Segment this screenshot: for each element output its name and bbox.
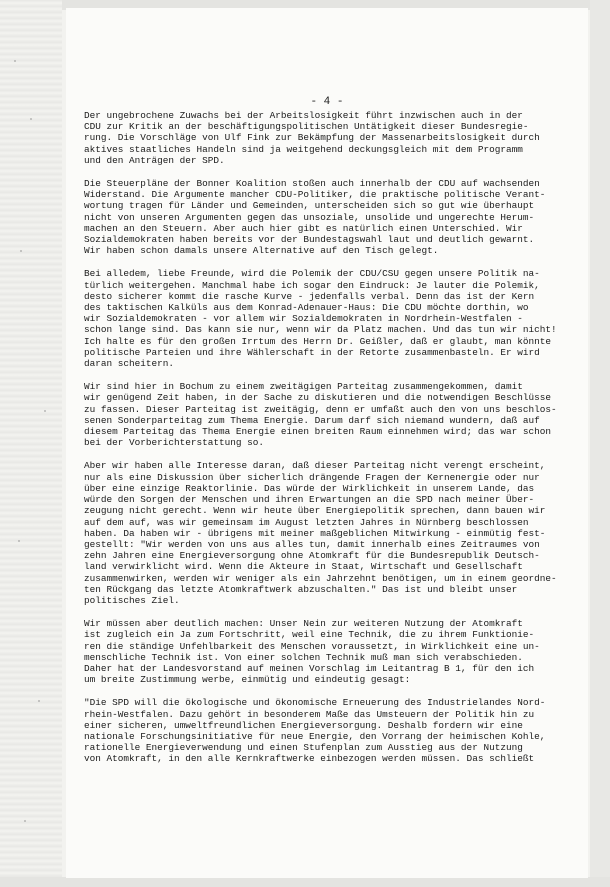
text-line: Bei alledem, liebe Freunde, wird die Polemik der CDU/CSU gegen unsere Politik na-	[84, 268, 540, 280]
text-line: Wir sind hier in Bochum zu einem zweitägigen Parteitag zusammengekommen, damit	[84, 381, 523, 393]
scan-border-left	[0, 0, 62, 887]
text-line: Ich halte es für den großen Irrtum des Herrn Dr. Geißler, daß er glaubt, man könnte	[84, 335, 551, 347]
text-line: land verwirklicht wird. Wenn die Akteure in Staat, Wirtschaft und Gesellschaft	[84, 561, 523, 573]
paragraph	[84, 618, 584, 685]
text-line: gestellt: "Wir werden von uns aus alles tun, damit innerhalb eines Zeitraumes von	[84, 538, 540, 550]
text-line: rhein-Westfalen. Dazu gehört in besonderem Maße das Umsteuern der Politik hin zu	[84, 708, 535, 720]
text-line: Die Steuerpläne der Bonner Koalition stoßen auch innerhalb der CDU auf wachsenden	[84, 178, 540, 190]
text-line: wir Sozialdemokraten - vor allem wir Sozialdemokraten in Nordrhein-Westfalen -	[84, 313, 523, 325]
scan-speck	[38, 700, 40, 702]
scan-speck	[30, 118, 32, 120]
text-line: einer sicheren, umweltfreundlichen Energieversorgung. Deshalb fordern wir eine	[84, 719, 523, 731]
text-line: Der ungebrochene Zuwachs bei der Arbeitslosigkeit führt inzwischen auch in der	[84, 110, 523, 121]
text-line: auf dem auf, was wir gemeinsam im August letzten Jahres in Nürnberg beschlossen	[84, 516, 529, 528]
text-line: Aber wir haben alle Interesse daran, daß dieser Parteitag nicht verengt erscheint,	[84, 460, 546, 472]
text-line: zu fassen. Dieser Parteitag ist zweitägig, denn er umfaßt auch den von uns beschlos-	[84, 403, 557, 415]
text-line: zusammenwirken, werden wir weniger als ein Jahrzehnt benötigen, um in einem geordne-	[84, 572, 557, 584]
text-line: türlich weitergehen. Manchmal habe ich sogar den Eindruck: Je lauter die Polemik,	[84, 279, 540, 291]
text-line: Sozialdemokraten haben bereits vor der Bundestagswahl laut und deutlich gewarnt.	[84, 234, 535, 246]
text-line: daran scheitern.	[84, 358, 175, 370]
text-line: von Atomkraft, in den alle Kernkraftwerke einbezogen werden müssen. Das schließt	[84, 753, 535, 765]
text-line: Widerstand. Die Argumente mancher CDU-Politiker, die praktische politische Verant-	[84, 189, 546, 201]
text-line: ist zugleich ein Ja zum Fortschritt, weil eine Technik, die zu ihrem Funktionie-	[84, 629, 535, 641]
text-line: zeugung nicht gerecht. Wenn wir heute über Energiepolitik sprechen, dann bauen wir	[84, 505, 546, 517]
text-line: Wir müssen aber deutlich machen: Unser Nein zur weiteren Nutzung der Atomkraft	[84, 618, 523, 630]
text-line: desto sicherer kommt die rasche Kurve - jedenfalls verbal. Denn das ist der Kern	[84, 290, 535, 302]
text-line: würde den Sorgen der Menschen und ihren Erwartungen an die SPD nach meiner Über-	[84, 494, 535, 506]
text-line: zehn Jahren eine Energieversorgung ohne Atomkraft für die Bundesrepublik Deutsch-	[84, 550, 540, 562]
paragraph	[84, 110, 584, 166]
paragraph	[84, 381, 584, 448]
text-line: Daher hat der Landesvorstand auf meinen Vorschlag im Leitantrag B 1, für den ich	[84, 662, 535, 674]
text-line: wortung tragen für Länder und Gemeinden, unterscheiden sich so gut wie überhaupt	[84, 200, 535, 212]
text-line: rung. Die Vorschläge von Ulf Fink zur Bekämpfung der Massenarbeitslosigkeit durch	[84, 132, 540, 144]
paragraph	[84, 268, 584, 369]
text-line: Wir haben schon damals unsere Alternative auf den Tisch gelegt.	[84, 245, 439, 257]
text-line: ren die ständige Unfehlbarkeit des Menschen voraussetzt, in Wirklichkeit eine un-	[84, 640, 540, 652]
text-line: um breite Zustimmung werbe, einmütig und eindeutig gesagt:	[84, 674, 411, 686]
scan-border-right	[590, 0, 610, 887]
scan-speck	[18, 540, 20, 542]
document-body	[84, 110, 584, 777]
text-line: CDU zur Kritik an der beschäftigungspolitischen Untätigkeit dieser Bundesregie-	[84, 121, 529, 133]
paragraph	[84, 178, 584, 256]
text-line: über eine einzige Reaktorlinie. Das würde der Wirklichkeit in unserem Lande, das	[84, 482, 535, 494]
text-line: nationale Forschungsinitiative für neue Energie, den Vorrang der heimischen Kohle,	[84, 730, 546, 742]
text-line: des taktischen Kalküls aus dem Konrad-Adenauer-Haus: Die CDU möchte dorthin, wo	[84, 302, 529, 314]
text-line: rationelle Energieverwendung und einen Stufenplan zum Ausstieg aus der Nutzung	[84, 742, 523, 754]
text-line: politische Parteien und ihre Wählerschaft in der Retorte zusammenbasteln. Er wird	[84, 346, 540, 358]
page-number: - 4 -	[310, 96, 344, 108]
text-line: bei der Vorberichterstattung so.	[84, 437, 265, 449]
text-line: nicht von unseren Argumenten gegen das unsoziale, unsolide und ungerechte Herum-	[84, 211, 535, 223]
text-line: machen an den Steuern. Aber auch hier gibt es natürlich einen Unterschied. Wir	[84, 222, 523, 234]
scan-speck	[44, 410, 46, 412]
text-line: aktives staatliches Handeln sind ja weitgehend deckungsgleich mit dem Programm	[84, 143, 523, 155]
text-line: wir genügend Zeit haben, in der Sache zu diskutieren und die notwendigen Beschlüsse	[84, 392, 551, 404]
scan-speck	[14, 60, 16, 62]
text-line: und den Anträgen der SPD.	[84, 154, 225, 166]
text-line: nur als eine Diskussion über sicherlich drängende Fragen der Kernenergie oder nur	[84, 471, 540, 483]
text-line: haben. Da haben wir - übrigens mit meiner maßgeblichen Mitwirkung - einmütig fest-	[84, 527, 546, 539]
text-line: "Die SPD will die ökologische und ökonomische Erneuerung des Industrielandes Nord-	[84, 697, 546, 709]
text-line: politisches Ziel.	[84, 594, 180, 606]
text-line: senen Sonderparteitag zum Thema Energie. Darum darf sich niemand wundern, daß auf	[84, 414, 540, 426]
text-line: diesem Parteitag das Thema Energie einen breiten Raum einnehmen wird; das war schon	[84, 426, 551, 438]
text-line: schon lange sind. Das kann sie nur, wenn wir da Platz machen. Und das tun wir nicht!	[84, 324, 557, 336]
text-line: ten Rückgang das letzte Atomkraftwerk abzuschalten." Das ist und bleibt unser	[84, 583, 518, 595]
paragraph	[84, 460, 584, 606]
text-line: menschliche Technik ist. Von einer solchen Technik muß man sich verabschieden.	[84, 651, 523, 663]
paragraph	[84, 697, 584, 764]
scan-border-bottom	[0, 877, 610, 887]
scan-speck	[20, 250, 22, 252]
scan-speck	[24, 820, 26, 822]
document-sheet	[66, 8, 588, 878]
